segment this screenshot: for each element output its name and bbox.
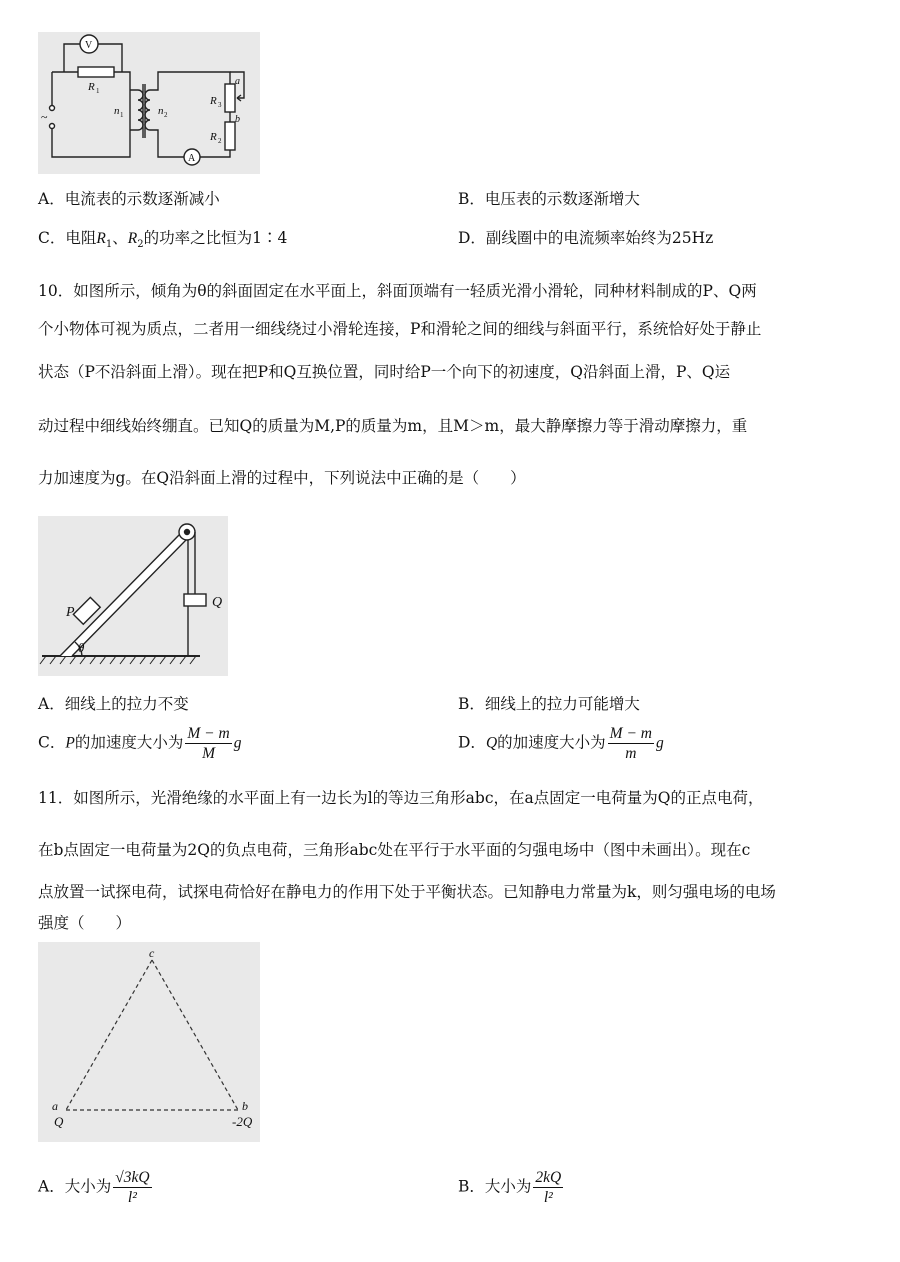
ammeter-label: A	[188, 153, 196, 164]
q10-option-c-mid: 的加速度大小为	[74, 733, 184, 752]
q9-option-c[interactable]	[38, 228, 287, 255]
point-b-label: b	[235, 114, 240, 125]
q10-option-d-fraction	[608, 724, 654, 763]
q11-stem-line-4: 强度（ ）	[38, 914, 132, 932]
circuit-figure	[38, 32, 260, 174]
q10-stem-line-2: 个小物体可视为质点，二者用一细线绕过小滑轮连接，P和滑轮之间的细线与斜面平行，系统恰好处于静止	[38, 320, 762, 338]
q10-option-d-denominator: m	[625, 745, 637, 762]
r1-subscript: 1	[105, 239, 113, 251]
q10-option-c-var: P	[65, 734, 75, 752]
q10-option-d-var: Q	[485, 734, 498, 752]
q10-option-a[interactable]: A．细线上的拉力不变	[38, 695, 189, 713]
q10-stem-line-5: 力加速度为g。在Q沿斜面上滑的过程中，下列说法中正确的是（ ）	[38, 469, 526, 487]
n2-label: n	[158, 105, 164, 117]
triangle-figure	[38, 942, 260, 1142]
r1-sub: 1	[96, 87, 100, 95]
r1-label: R	[88, 81, 95, 93]
circuit-diagram	[38, 32, 260, 174]
q10-option-d[interactable]	[458, 724, 664, 763]
q11-option-a[interactable]	[38, 1168, 154, 1207]
q10-option-d-prefix: D．	[458, 733, 486, 752]
q11-option-b-fraction	[533, 1168, 563, 1207]
q10-stem-line-4: 动过程中细线始终绷直。已知Q的质量为M,P的质量为m，且M＞m，最大静摩擦力等于滑动摩擦力，重	[38, 417, 748, 435]
charge-b-label: -2Q	[232, 1114, 253, 1129]
q11-option-a-denominator: l²	[127, 1189, 137, 1206]
n1-sub: 1	[120, 111, 124, 119]
q9-option-c-sep: 、	[112, 229, 128, 247]
point-a-label: a	[235, 76, 240, 87]
n2-sub: 2	[164, 111, 168, 119]
q10-option-c-fraction	[185, 724, 231, 763]
block-p-label: P	[66, 605, 75, 620]
q9-option-b[interactable]: B．电压表的示数逐渐增大	[458, 190, 640, 208]
q10-option-c-denominator: M	[202, 745, 215, 762]
r2-subscript: 2	[137, 239, 144, 251]
q11-stem-line-2: 在b点固定一电荷量为2Q的负点电荷，三角形abc处在平行于水平面的匀强电场中（图中未画出）。现在c	[38, 841, 751, 859]
q10-option-d-numerator: M − m	[609, 725, 652, 742]
theta-label: θ	[78, 640, 85, 655]
q9-option-c-suffix: 的功率之比恒为1∶4	[143, 229, 288, 247]
r2-sub: 2	[218, 137, 222, 145]
q11-option-a-fraction	[113, 1168, 151, 1207]
q9-option-c-prefix: C．电阻	[38, 229, 97, 247]
q10-option-d-g: g	[655, 734, 664, 752]
block-q-label: Q	[212, 595, 223, 610]
q11-option-b-prefix: B．大小为	[458, 1177, 532, 1196]
r1-symbol: R	[96, 230, 106, 247]
r2-symbol: R	[127, 230, 138, 247]
q10-stem-line-1: 10．如图所示，倾角为θ的斜面固定在水平面上，斜面顶端有一轻质光滑小滑轮，同种材料制成的P、Q两	[38, 282, 757, 300]
q10-option-b[interactable]: B．细线上的拉力可能增大	[458, 695, 640, 713]
q10-option-c[interactable]	[38, 724, 241, 763]
q11-option-b[interactable]	[458, 1168, 565, 1207]
ac-source-symbol: ~	[41, 110, 48, 124]
vertex-a-label: a	[52, 1099, 58, 1113]
voltmeter-label: V	[85, 40, 93, 51]
incline-diagram	[38, 516, 228, 676]
q11-stem-line-1: 11．如图所示，光滑绝缘的水平面上有一边长为l的等边三角形abc，在a点固定一电荷量为Q的正点电荷，	[38, 789, 764, 807]
q10-option-c-numerator: M − m	[187, 725, 230, 742]
triangle-diagram	[38, 942, 260, 1142]
q9-option-d[interactable]: D．副线圈中的电流频率始终为25Hz	[458, 229, 714, 247]
q10-option-d-mid: 的加速度大小为	[497, 733, 606, 752]
q11-option-a-numerator: √3kQ	[115, 1169, 150, 1186]
n1-label: n	[114, 105, 120, 117]
charge-a-label: Q	[54, 1114, 64, 1129]
q10-stem-line-3: 状态（P不沿斜面上滑）。现在把P和Q互换位置，同时给P一个向下的初速度，Q沿斜面上滑，P、Q运	[38, 363, 731, 381]
incline-figure	[38, 516, 228, 676]
q11-option-a-prefix: A．大小为	[38, 1177, 112, 1196]
r3-sub: 3	[218, 101, 222, 109]
q10-option-c-g: g	[233, 734, 242, 752]
q11-stem-line-3: 点放置一试探电荷，试探电荷恰好在静电力的作用下处于平衡状态。已知静电力常量为k，则匀强电场的电场	[38, 883, 776, 901]
vertex-b-label: b	[242, 1099, 248, 1113]
q9-option-a[interactable]: A．电流表的示数逐渐减小	[38, 190, 220, 208]
vertex-c-label: c	[149, 946, 155, 960]
q10-option-c-prefix: C．	[38, 733, 66, 752]
r3-label: R	[210, 95, 217, 107]
q11-option-b-numerator: 2kQ	[535, 1169, 562, 1186]
q11-option-b-denominator: l²	[543, 1189, 553, 1206]
r2-label: R	[210, 131, 217, 143]
